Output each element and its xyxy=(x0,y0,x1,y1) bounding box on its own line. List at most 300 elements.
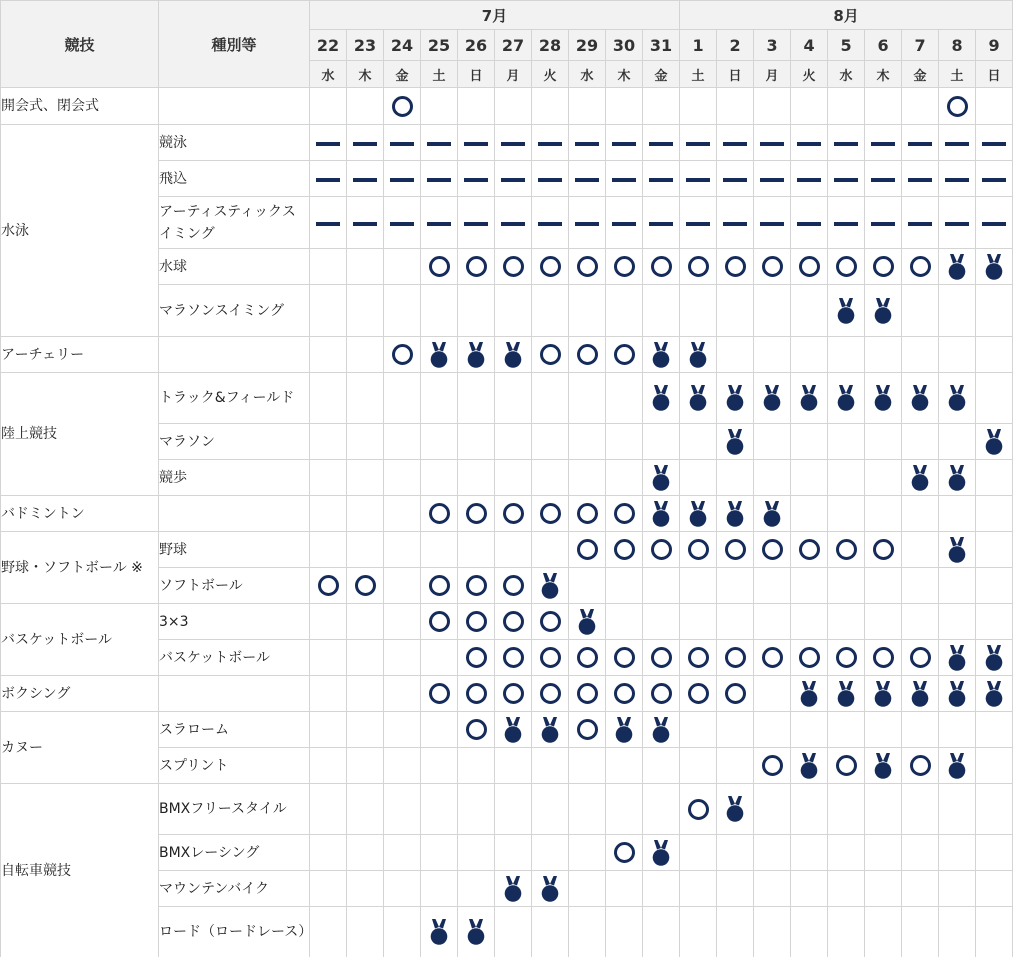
day-cell xyxy=(939,604,976,640)
event-period-dash xyxy=(723,222,747,226)
day-cell xyxy=(643,712,680,748)
day-cell xyxy=(865,568,902,604)
sport-name: カヌー xyxy=(1,712,159,784)
day-cell xyxy=(643,88,680,125)
event-ring-icon xyxy=(873,256,894,277)
day-cell xyxy=(458,125,495,161)
medal-icon xyxy=(800,752,818,780)
day-cell xyxy=(680,871,717,907)
medal-icon xyxy=(948,253,966,281)
day-cell xyxy=(458,712,495,748)
day-number: 4 xyxy=(791,30,828,61)
day-cell xyxy=(828,748,865,784)
weekday: 金 xyxy=(384,61,421,88)
day-cell xyxy=(680,784,717,835)
medal-icon xyxy=(689,341,707,369)
event-ring-icon xyxy=(614,503,635,524)
day-cell xyxy=(532,907,569,957)
day-cell xyxy=(310,337,347,373)
day-cell xyxy=(421,496,458,532)
day-cell xyxy=(495,907,532,957)
day-cell xyxy=(532,424,569,460)
day-cell xyxy=(828,285,865,337)
day-cell xyxy=(347,285,384,337)
day-cell xyxy=(754,640,791,676)
weekday: 水 xyxy=(569,61,606,88)
day-cell xyxy=(458,784,495,835)
medal-icon xyxy=(652,384,670,412)
event-period-dash xyxy=(982,222,1006,226)
day-cell xyxy=(606,568,643,604)
day-cell xyxy=(902,568,939,604)
day-cell xyxy=(532,604,569,640)
day-cell xyxy=(791,640,828,676)
schedule-row xyxy=(1,604,1013,640)
day-cell xyxy=(606,676,643,712)
day-cell xyxy=(791,285,828,337)
category-name: 水球 xyxy=(159,249,310,285)
day-cell xyxy=(865,285,902,337)
event-period-dash xyxy=(834,222,858,226)
day-cell xyxy=(939,88,976,125)
day-cell xyxy=(384,907,421,957)
category-name: スラローム xyxy=(159,712,310,748)
sport-name: 陸上競技 xyxy=(1,373,159,496)
day-cell xyxy=(347,676,384,712)
medal-icon xyxy=(430,918,448,946)
day-cell xyxy=(902,161,939,197)
day-cell xyxy=(717,748,754,784)
day-cell xyxy=(495,676,532,712)
day-cell xyxy=(643,748,680,784)
day-cell xyxy=(939,784,976,835)
day-cell xyxy=(828,907,865,957)
day-cell xyxy=(384,125,421,161)
event-period-dash xyxy=(760,178,784,182)
day-cell xyxy=(643,161,680,197)
day-cell xyxy=(939,568,976,604)
day-cell xyxy=(976,871,1013,907)
day-cell xyxy=(717,712,754,748)
day-cell xyxy=(310,249,347,285)
day-cell xyxy=(421,373,458,424)
day-cell xyxy=(532,249,569,285)
day-cell xyxy=(421,676,458,712)
day-cell xyxy=(643,532,680,568)
event-period-dash xyxy=(575,222,599,226)
event-period-dash xyxy=(575,178,599,182)
weekday: 木 xyxy=(347,61,384,88)
day-cell xyxy=(680,496,717,532)
sport-name: 水泳 xyxy=(1,125,159,337)
event-ring-icon xyxy=(466,719,487,740)
day-cell xyxy=(976,712,1013,748)
event-ring-icon xyxy=(429,683,450,704)
day-cell xyxy=(310,197,347,249)
event-ring-icon xyxy=(503,575,524,596)
day-cell xyxy=(902,748,939,784)
day-cell xyxy=(606,712,643,748)
day-cell xyxy=(310,568,347,604)
day-cell xyxy=(458,532,495,568)
medal-icon xyxy=(689,384,707,412)
medal-icon xyxy=(985,644,1003,672)
day-cell xyxy=(828,460,865,496)
day-number: 23 xyxy=(347,30,384,61)
day-cell xyxy=(717,835,754,871)
event-period-dash xyxy=(760,222,784,226)
day-cell xyxy=(791,784,828,835)
day-cell xyxy=(458,568,495,604)
day-cell xyxy=(347,640,384,676)
day-cell xyxy=(606,835,643,871)
day-cell xyxy=(717,285,754,337)
medal-icon xyxy=(985,680,1003,708)
day-cell xyxy=(939,640,976,676)
day-cell xyxy=(717,784,754,835)
event-ring-icon xyxy=(614,683,635,704)
day-cell xyxy=(347,125,384,161)
day-cell xyxy=(643,835,680,871)
medal-icon xyxy=(763,500,781,528)
day-cell xyxy=(458,161,495,197)
day-cell xyxy=(680,460,717,496)
day-cell xyxy=(717,337,754,373)
event-ring-icon xyxy=(836,755,857,776)
day-number: 26 xyxy=(458,30,495,61)
day-cell xyxy=(902,285,939,337)
day-cell xyxy=(643,249,680,285)
day-number: 29 xyxy=(569,30,606,61)
day-cell xyxy=(495,712,532,748)
event-ring-icon xyxy=(577,344,598,365)
day-cell xyxy=(976,640,1013,676)
day-cell xyxy=(976,285,1013,337)
day-cell xyxy=(865,907,902,957)
event-ring-icon xyxy=(503,647,524,668)
day-cell xyxy=(532,784,569,835)
day-number: 1 xyxy=(680,30,717,61)
day-cell xyxy=(495,871,532,907)
weekday: 火 xyxy=(532,61,569,88)
day-cell xyxy=(865,871,902,907)
day-cell xyxy=(865,835,902,871)
day-cell xyxy=(939,424,976,460)
medal-icon xyxy=(948,644,966,672)
day-cell xyxy=(384,676,421,712)
day-cell xyxy=(569,784,606,835)
day-cell xyxy=(754,424,791,460)
day-cell xyxy=(643,568,680,604)
day-cell xyxy=(495,604,532,640)
day-cell xyxy=(791,197,828,249)
day-cell xyxy=(643,460,680,496)
day-cell xyxy=(421,568,458,604)
day-cell xyxy=(754,748,791,784)
day-cell xyxy=(532,835,569,871)
event-ring-icon xyxy=(466,575,487,596)
event-ring-icon xyxy=(466,683,487,704)
day-cell xyxy=(384,285,421,337)
day-cell xyxy=(532,871,569,907)
event-ring-icon xyxy=(466,611,487,632)
event-ring-icon xyxy=(614,842,635,863)
day-cell xyxy=(754,712,791,748)
day-cell xyxy=(828,604,865,640)
day-cell xyxy=(865,640,902,676)
event-period-dash xyxy=(538,142,562,146)
event-period-dash xyxy=(427,142,451,146)
day-cell xyxy=(717,568,754,604)
event-ring-icon xyxy=(762,256,783,277)
day-cell xyxy=(754,871,791,907)
event-ring-icon xyxy=(688,256,709,277)
day-cell xyxy=(643,871,680,907)
day-cell xyxy=(458,748,495,784)
day-cell xyxy=(569,907,606,957)
day-cell xyxy=(458,285,495,337)
day-cell xyxy=(902,532,939,568)
weekday: 木 xyxy=(865,61,902,88)
event-ring-icon xyxy=(688,799,709,820)
medal-icon xyxy=(985,253,1003,281)
medal-icon xyxy=(911,680,929,708)
day-cell xyxy=(569,676,606,712)
day-cell xyxy=(902,373,939,424)
event-ring-icon xyxy=(725,683,746,704)
day-cell xyxy=(606,496,643,532)
medal-icon xyxy=(652,500,670,528)
day-cell xyxy=(384,424,421,460)
day-cell xyxy=(865,748,902,784)
event-period-dash xyxy=(427,222,451,226)
day-cell xyxy=(495,460,532,496)
event-ring-icon xyxy=(836,539,857,560)
event-ring-icon xyxy=(318,575,339,596)
day-cell xyxy=(569,568,606,604)
day-cell xyxy=(976,676,1013,712)
day-cell xyxy=(828,249,865,285)
event-ring-icon xyxy=(762,647,783,668)
weekday: 土 xyxy=(939,61,976,88)
event-period-dash xyxy=(908,142,932,146)
day-cell xyxy=(384,161,421,197)
day-cell xyxy=(902,784,939,835)
day-cell xyxy=(680,88,717,125)
day-cell xyxy=(606,640,643,676)
medal-icon xyxy=(504,341,522,369)
day-cell xyxy=(310,676,347,712)
day-cell xyxy=(347,532,384,568)
day-cell xyxy=(421,88,458,125)
day-cell xyxy=(791,907,828,957)
day-cell xyxy=(606,285,643,337)
event-period-dash xyxy=(612,222,636,226)
day-cell xyxy=(754,907,791,957)
medal-icon xyxy=(689,500,707,528)
day-cell xyxy=(976,249,1013,285)
day-cell xyxy=(421,748,458,784)
day-cell xyxy=(902,337,939,373)
day-cell xyxy=(347,568,384,604)
day-cell xyxy=(384,784,421,835)
day-cell xyxy=(643,337,680,373)
day-cell xyxy=(680,907,717,957)
day-cell xyxy=(717,424,754,460)
day-cell xyxy=(606,197,643,249)
day-cell xyxy=(421,161,458,197)
schedule-row xyxy=(1,784,1013,835)
day-cell xyxy=(347,373,384,424)
day-cell xyxy=(384,640,421,676)
category-name: 3×3 xyxy=(159,604,310,640)
day-cell xyxy=(421,337,458,373)
event-period-dash xyxy=(464,222,488,226)
category-name xyxy=(159,676,310,712)
day-cell xyxy=(717,460,754,496)
day-cell xyxy=(865,161,902,197)
day-cell xyxy=(310,748,347,784)
day-cell xyxy=(791,88,828,125)
day-cell xyxy=(791,249,828,285)
day-cell xyxy=(384,568,421,604)
day-cell xyxy=(569,125,606,161)
day-cell xyxy=(569,88,606,125)
event-ring-icon xyxy=(503,611,524,632)
day-cell xyxy=(606,604,643,640)
day-cell xyxy=(310,784,347,835)
day-cell xyxy=(865,496,902,532)
day-cell xyxy=(865,784,902,835)
day-cell xyxy=(791,676,828,712)
day-cell xyxy=(754,496,791,532)
day-cell xyxy=(828,568,865,604)
medal-icon xyxy=(874,752,892,780)
event-ring-icon xyxy=(762,755,783,776)
day-cell xyxy=(717,640,754,676)
day-cell xyxy=(606,161,643,197)
weekday: 木 xyxy=(606,61,643,88)
day-cell xyxy=(791,532,828,568)
event-ring-icon xyxy=(651,256,672,277)
day-cell xyxy=(384,249,421,285)
day-cell xyxy=(310,532,347,568)
event-period-dash xyxy=(945,222,969,226)
day-cell xyxy=(347,496,384,532)
day-cell xyxy=(828,373,865,424)
day-cell xyxy=(643,125,680,161)
day-cell xyxy=(421,907,458,957)
day-cell xyxy=(606,784,643,835)
day-cell xyxy=(976,161,1013,197)
event-period-dash xyxy=(501,178,525,182)
event-period-dash xyxy=(501,142,525,146)
day-cell xyxy=(643,907,680,957)
day-cell xyxy=(643,197,680,249)
day-cell xyxy=(532,496,569,532)
month-header: 7月 xyxy=(310,1,680,30)
category-name: BMXレーシング xyxy=(159,835,310,871)
event-period-dash xyxy=(908,222,932,226)
day-cell xyxy=(976,907,1013,957)
day-cell xyxy=(421,784,458,835)
day-cell xyxy=(310,871,347,907)
schedule-row xyxy=(1,337,1013,373)
day-cell xyxy=(828,532,865,568)
medal-icon xyxy=(874,297,892,325)
category-column-header: 種別等 xyxy=(159,1,310,88)
day-cell xyxy=(791,373,828,424)
day-cell xyxy=(384,337,421,373)
event-period-dash xyxy=(316,142,340,146)
day-cell xyxy=(828,125,865,161)
event-ring-icon xyxy=(503,256,524,277)
day-cell xyxy=(347,784,384,835)
day-cell xyxy=(791,568,828,604)
event-ring-icon xyxy=(725,647,746,668)
day-cell xyxy=(754,161,791,197)
day-cell xyxy=(347,748,384,784)
day-cell xyxy=(569,835,606,871)
day-cell xyxy=(384,712,421,748)
day-cell xyxy=(680,604,717,640)
medal-icon xyxy=(615,716,633,744)
event-ring-icon xyxy=(540,256,561,277)
event-period-dash xyxy=(797,222,821,226)
day-cell xyxy=(643,784,680,835)
weekday: 水 xyxy=(310,61,347,88)
day-cell xyxy=(569,197,606,249)
day-cell xyxy=(458,197,495,249)
event-period-dash xyxy=(612,142,636,146)
day-cell xyxy=(754,373,791,424)
event-period-dash xyxy=(982,178,1006,182)
day-cell xyxy=(347,424,384,460)
medal-icon xyxy=(948,536,966,564)
event-ring-icon xyxy=(799,539,820,560)
day-cell xyxy=(569,424,606,460)
day-cell xyxy=(606,748,643,784)
day-cell xyxy=(569,161,606,197)
day-cell xyxy=(939,496,976,532)
category-name: バスケットボール xyxy=(159,640,310,676)
day-cell xyxy=(569,604,606,640)
day-cell xyxy=(717,676,754,712)
day-cell xyxy=(569,249,606,285)
schedule-row xyxy=(1,125,1013,161)
event-period-dash xyxy=(982,142,1006,146)
day-cell xyxy=(902,424,939,460)
event-ring-icon xyxy=(577,647,598,668)
category-name xyxy=(159,496,310,532)
day-cell xyxy=(865,424,902,460)
day-cell xyxy=(902,640,939,676)
day-number: 25 xyxy=(421,30,458,61)
medal-icon xyxy=(948,680,966,708)
medal-icon xyxy=(763,384,781,412)
event-ring-icon xyxy=(392,344,413,365)
day-cell xyxy=(976,460,1013,496)
day-cell xyxy=(569,460,606,496)
day-cell xyxy=(791,748,828,784)
day-cell xyxy=(532,373,569,424)
day-cell xyxy=(532,161,569,197)
day-cell xyxy=(939,532,976,568)
day-cell xyxy=(828,871,865,907)
day-cell xyxy=(791,460,828,496)
day-cell xyxy=(754,460,791,496)
event-period-dash xyxy=(316,222,340,226)
